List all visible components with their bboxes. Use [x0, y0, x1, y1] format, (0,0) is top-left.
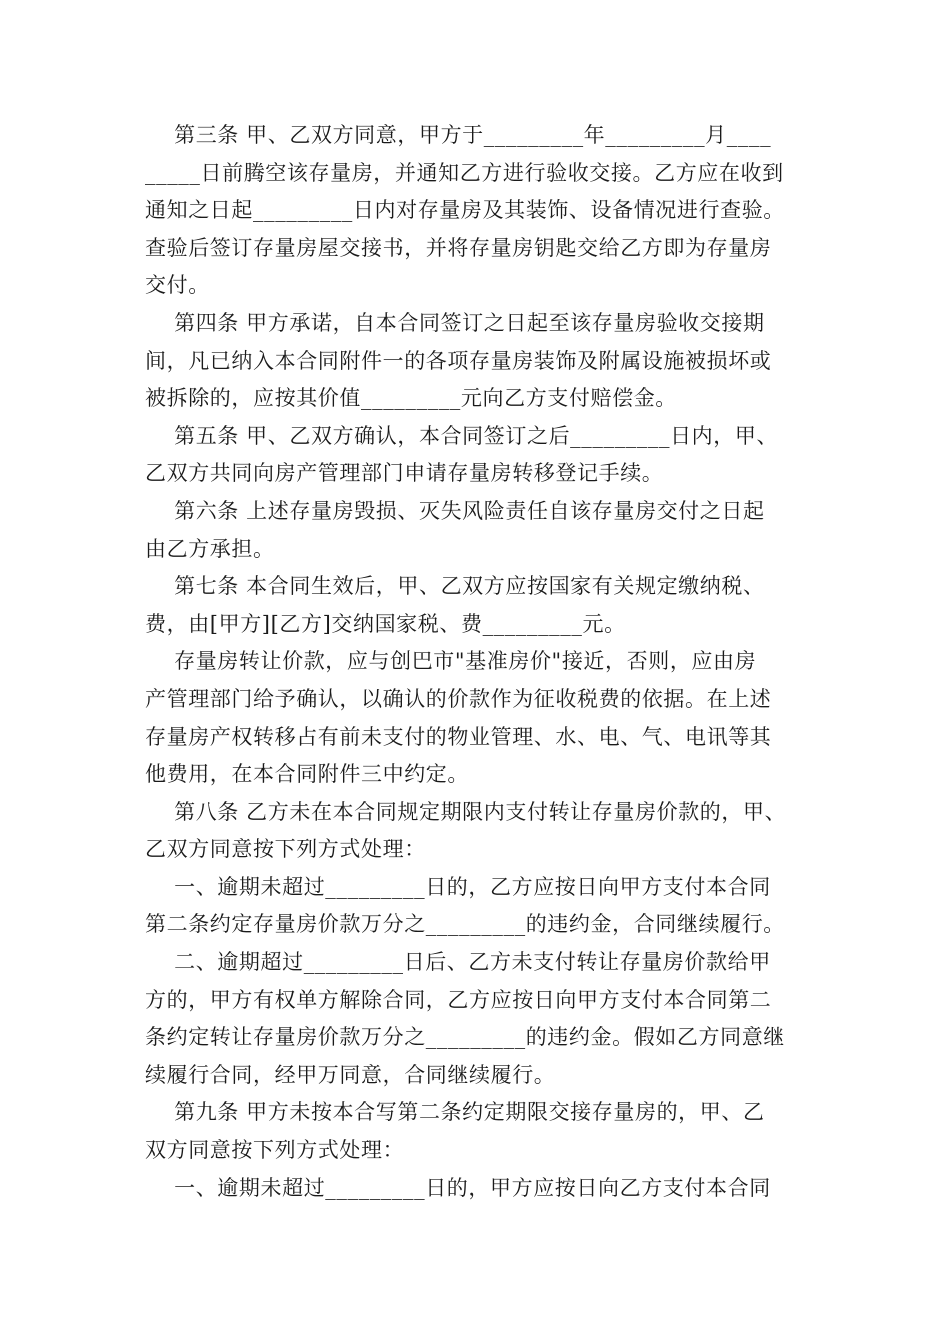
- text-line: 续履行合同，经甲万同意，合同继续履行。: [145, 1062, 556, 1087]
- text-line: 方的，甲方有权单方解除合同，乙方应按日向甲方支付本合同第二: [145, 987, 772, 1012]
- text-line: 间，凡已纳入本合同附件一的各项存量房装饰及附属设施被损坏或: [145, 348, 772, 373]
- text-line: 产管理部门给予确认，以确认的价款作为征收税费的依据。在上述: [145, 686, 772, 711]
- text-line: 第二条约定存量房价款万分之_________的违约金，合同继续履行。: [145, 912, 785, 937]
- text-line: 二、逾期超过_________日后、乙方未支付转让存量房价款给甲: [145, 950, 771, 975]
- text-line: 条约定转让存量房价款万分之_________的违约金。假如乙方同意继: [145, 1025, 785, 1050]
- text-line: 由乙方承担。: [145, 536, 275, 561]
- text-line: 费，由[甲方][乙方]交纳国家税、费_________元。: [145, 611, 626, 636]
- text-line: 乙双方同意按下列方式处理：: [145, 837, 426, 862]
- text-line: 一、逾期未超过_________日的，乙方应按日向甲方支付本合同: [145, 874, 771, 899]
- text-line: 被拆除的，应按其价值_________元向乙方支付赔偿金。: [145, 386, 677, 411]
- text-line: 第八条 乙方未在本合同规定期限内支付转让存量房价款的，甲、: [145, 799, 787, 824]
- text-line: 第五条 甲、乙双方确认，本合同签订之后_________日内，甲、: [145, 423, 779, 448]
- text-line: 存量房转让价款，应与创巴市"基准房价"接近，否则，应由房: [145, 649, 757, 674]
- contract-text-body: [145, 117, 810, 1207]
- text-line: 第三条 甲、乙双方同意，甲方于_________年_________月____: [145, 123, 772, 147]
- text-line: 乙双方共同向房产管理部门申请存量房转移登记手续。: [145, 461, 664, 486]
- text-line: 双方同意按下列方式处理：: [145, 1138, 405, 1163]
- text-line: 通知之日起_________日内对存量房及其装饰、设备情况进行查验。: [145, 198, 785, 223]
- text-line: 存量房产权转移占有前未支付的物业管理、水、电、气、电讯等其: [145, 724, 772, 749]
- text-line: 一、逾期未超过_________日的，甲方应按日向乙方支付本合同: [145, 1175, 771, 1200]
- text-line: 第九条 甲方未按本合写第二条约定期限交接存量房的，甲、乙: [145, 1100, 765, 1125]
- text-line: 交付。: [145, 273, 210, 298]
- text-line: 他费用，在本合同附件三中约定。: [145, 762, 469, 787]
- text-line: 查验后签订存量房屋交接书，并将存量房钥匙交给乙方即为存量房: [145, 235, 772, 260]
- text-line: 第七条 本合同生效后，甲、乙双方应按国家有关规定缴纳税、: [145, 574, 765, 599]
- text-line: 第六条 上述存量房毁损、灭失风险责任自该存量房交付之日起: [145, 498, 765, 523]
- text-line: _____日前腾空该存量房，并通知乙方进行验收交接。乙方应在收到: [145, 160, 784, 185]
- text-line: 第四条 甲方承诺，自本合同签订之日起至该存量房验收交接期: [145, 310, 765, 335]
